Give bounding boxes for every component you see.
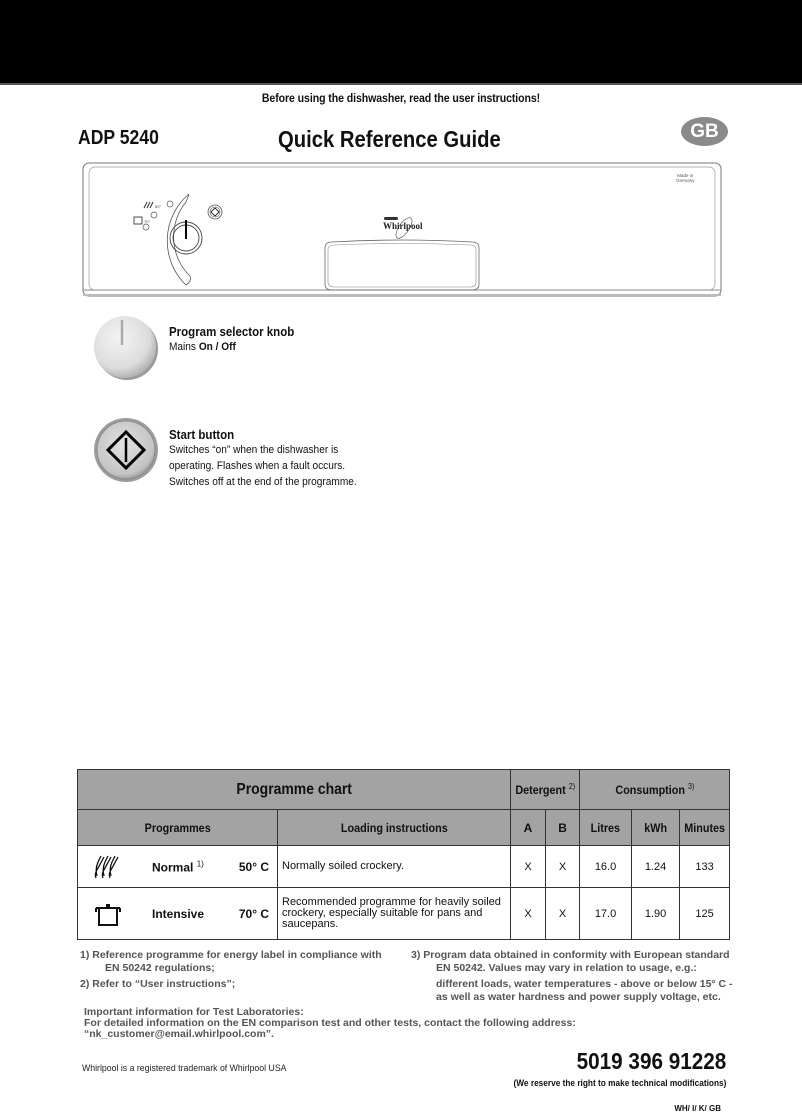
programme-footnote-ref: 1)	[196, 859, 204, 868]
footnote-3-line-1: 3) Program data obtained in conformity with European standard	[411, 949, 730, 961]
litres: 16.0	[580, 846, 632, 888]
footnote-2: 2) Refer to “User instructions”;	[80, 978, 236, 990]
table-row	[78, 888, 730, 940]
kwh: 1.24	[632, 846, 680, 888]
start-button-desc-line-3: Switches off at the end of the programme.	[169, 476, 357, 488]
col-programmes-text: Programmes	[144, 820, 211, 835]
detergent-label: Detergent	[515, 783, 566, 797]
consumption-footnote-ref: 3)	[687, 782, 695, 791]
language-badge: GB	[681, 117, 728, 146]
desc-prefix: Mains	[169, 341, 199, 353]
lab-info-line-2: For detailed information on the EN comparison test and other tests, contact the following address:	[84, 1017, 576, 1029]
table-row	[78, 846, 730, 888]
programme-temp: 50° C	[238, 859, 269, 874]
region-code: WH/ I/ K/ GB	[674, 1104, 721, 1113]
made-in-line-1: Made in	[677, 173, 694, 178]
col-litres-text: Litres	[590, 820, 621, 835]
program-selector-section	[92, 313, 305, 381]
loading-instructions: Recommended programme for heavily soiled crockery, especially suitable for pans and saucepans.	[278, 888, 511, 940]
programme-name: Intensive	[152, 906, 205, 921]
detergent-b: X	[546, 846, 580, 888]
footnote-1-line-1: 1) Reference programme for energy label in compliance with	[80, 949, 382, 961]
col-loading-text: Loading instructions	[340, 820, 448, 835]
col-minutes-text: Minutes	[684, 820, 725, 835]
detergent-a: X	[511, 846, 546, 888]
lab-info-email: “nk_customer@email.whirlpool.com”.	[84, 1028, 274, 1040]
page-title: Quick Reference Guide	[278, 126, 501, 152]
col-kwh-text: kWh	[644, 820, 667, 835]
footnotes-right	[411, 949, 733, 1004]
programme-temp: 70° C	[238, 906, 269, 921]
normal-program-icon	[92, 852, 124, 882]
start-button-section	[92, 416, 373, 490]
table-title-text: Programme chart	[236, 780, 352, 798]
trademark-notice: Whirlpool is a registered trademark of Whirlpool USA	[82, 1063, 287, 1074]
consumption-label: Consumption	[615, 783, 685, 797]
detergent-footnote-ref: 2)	[568, 782, 575, 791]
minutes: 125	[680, 888, 730, 940]
start-button-desc-line-1: Switches “on” when the dishwasher is	[169, 444, 339, 456]
intensive-pot-icon	[92, 899, 124, 929]
programme-name	[152, 859, 204, 874]
start-button-desc-line-2: operating. Flashes when a fault occurs.	[169, 460, 346, 472]
footnote-3-line-3: different loads, water temperatures - above or below 15° C -	[436, 978, 733, 990]
footnote-3-line-4: as well as water hardness and power supply voltage, etc.	[436, 991, 721, 1003]
detergent-b: X	[546, 888, 580, 940]
col-kwh	[632, 810, 680, 846]
detergent-a: X	[511, 888, 546, 940]
programme-cell	[78, 846, 278, 888]
programme-name-text: Normal	[152, 860, 194, 874]
footnote-1-line-2: EN 50242 regulations;	[105, 962, 215, 974]
footnote-3-line-2: EN 50242. Values may vary in relation to usage, e.g.:	[436, 962, 697, 974]
program-selector-desc	[169, 339, 294, 355]
lab-info-line-1: Important information for Test Laboratories:	[84, 1006, 304, 1018]
detergent-header	[511, 770, 580, 810]
program-knob-icon	[92, 313, 160, 381]
svg-text:50°: 50°	[155, 204, 162, 209]
made-in-label	[676, 173, 695, 183]
col-a: A	[511, 810, 546, 846]
svg-text:70°: 70°	[144, 219, 151, 224]
program-selector-heading: Program selector knob	[169, 325, 295, 339]
col-minutes	[680, 810, 730, 846]
table-title	[78, 770, 511, 810]
col-loading	[278, 810, 511, 846]
col-b: B	[546, 810, 580, 846]
programme-chart-table	[77, 769, 730, 940]
col-litres	[580, 810, 632, 846]
start-button-heading: Start button	[169, 428, 235, 442]
modification-notice: (We reserve the right to make technical modifications)	[513, 1078, 726, 1088]
made-in-line-2: Germany	[676, 178, 695, 183]
warning-text: Before using the dishwasher, read the user instructions!	[261, 93, 541, 105]
start-button-icon	[92, 416, 160, 484]
kwh: 1.90	[632, 888, 680, 940]
model-number: ADP 5240	[78, 127, 159, 149]
litres: 17.0	[580, 888, 632, 940]
programme-cell	[78, 888, 278, 940]
desc-on-off: On / Off	[198, 341, 236, 353]
consumption-header	[580, 770, 730, 810]
loading-instructions: Normally soiled crockery.	[278, 846, 511, 888]
col-programmes	[78, 810, 278, 846]
part-number: 5019 396 91228	[576, 1048, 726, 1074]
minutes: 133	[680, 846, 730, 888]
whirlpool-logo: Whirlpool	[383, 221, 423, 231]
top-black-bar	[0, 0, 802, 85]
test-lab-info	[84, 1007, 576, 1040]
footnotes-left	[80, 949, 382, 991]
